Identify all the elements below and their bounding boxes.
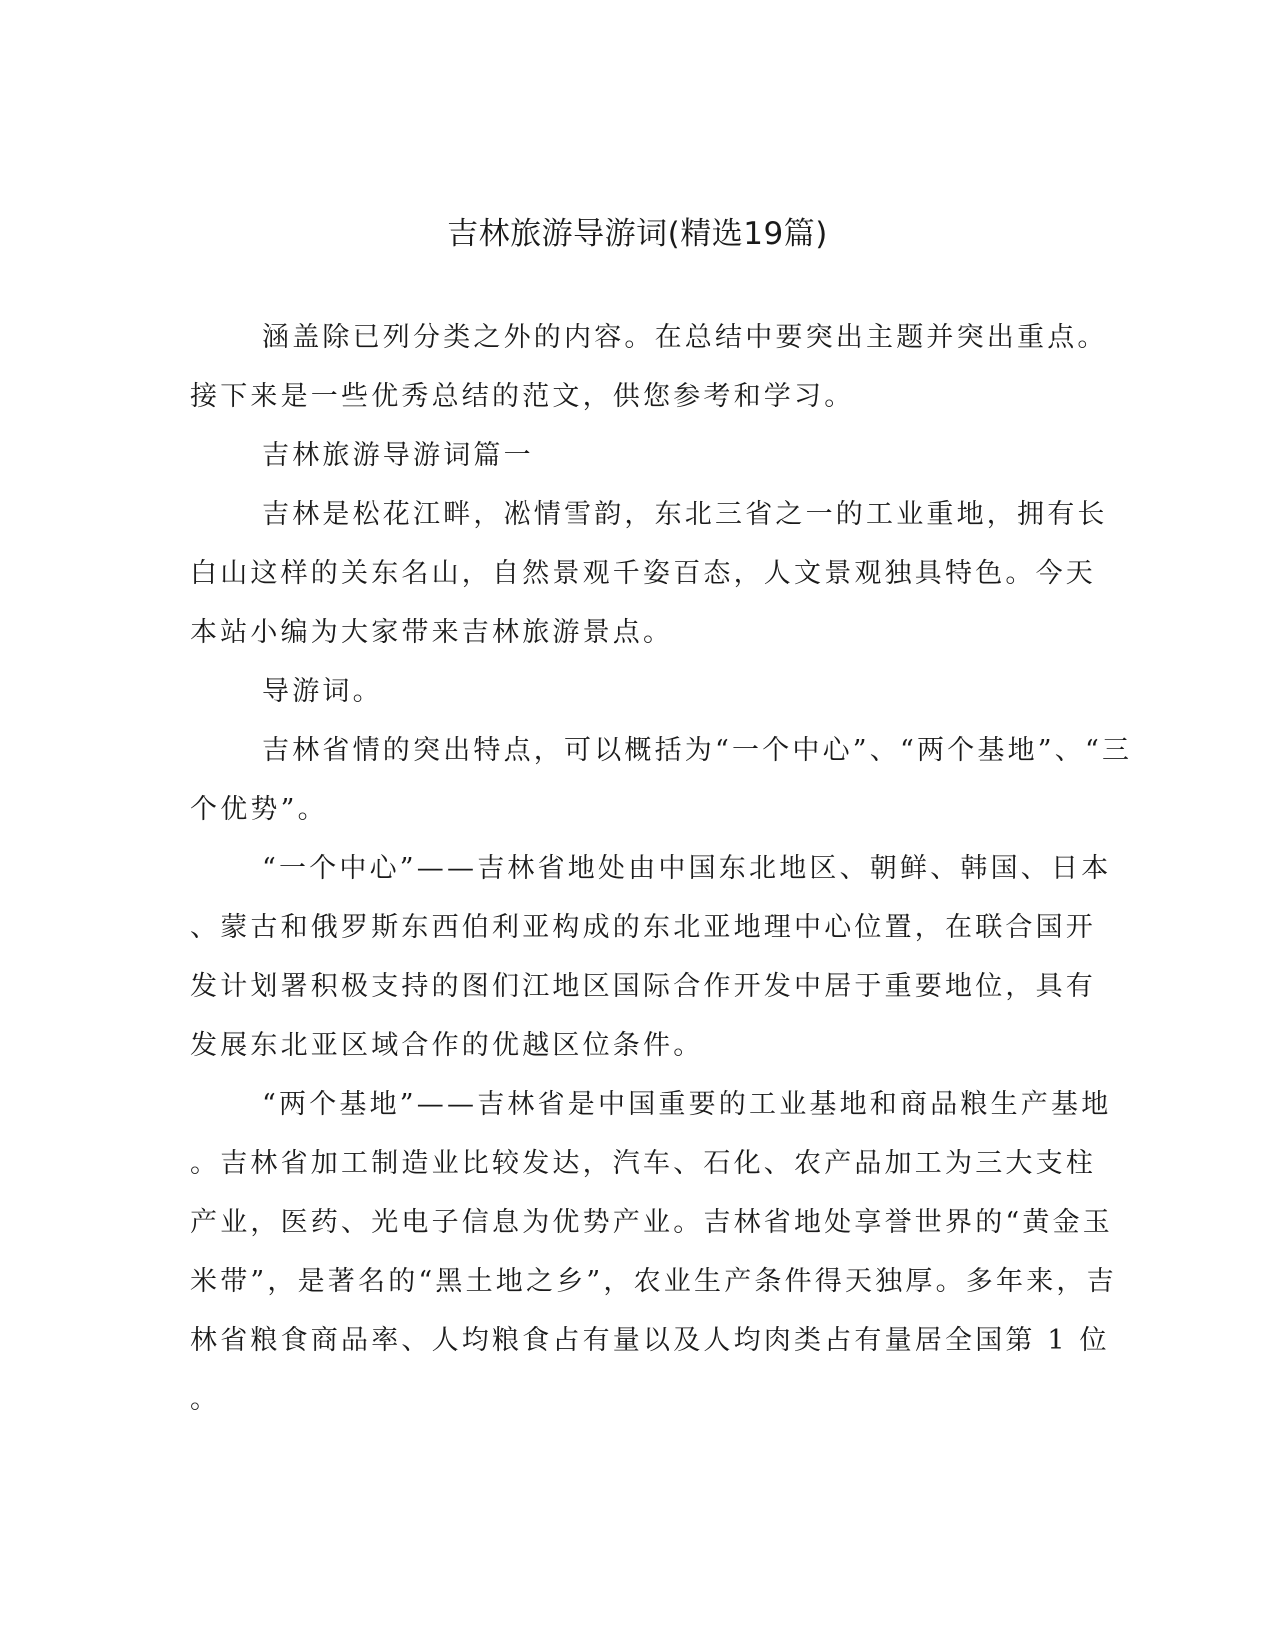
- body-line: 涵盖除已列分类之外的内容。在总结中要突出主题并突出重点。: [262, 322, 1108, 353]
- body-line: “两个基地”——吉林省是中国重要的工业基地和商品粮生产基地: [262, 1089, 1112, 1120]
- body-line: 吉林省情的突出特点，可以概括为“一个中心”、“两个基地”、“三: [262, 735, 1133, 766]
- body-line: 、蒙古和俄罗斯东西伯利亚构成的东北亚地理中心位置，在联合国开: [190, 912, 1096, 943]
- body-line: 发计划署积极支持的图们江地区国际合作开发中居于重要地位，具有: [190, 971, 1096, 1002]
- body-line: 米带”，是著名的“黑土地之乡”，农业生产条件得天独厚。多年来，吉: [190, 1266, 1117, 1297]
- body-line: 发展东北亚区域合作的优越区位条件。: [190, 1030, 704, 1061]
- body-line: “一个中心”——吉林省地处由中国东北地区、朝鲜、韩国、日本: [262, 853, 1112, 884]
- body-line: 吉林是松花江畔，凇情雪韵，东北三省之一的工业重地，拥有长: [262, 499, 1108, 530]
- body-line: 接下来是一些优秀总结的范文，供您参考和学习。: [190, 381, 855, 412]
- body-line: 个优势”。: [190, 794, 328, 825]
- body-line: 。: [190, 1384, 221, 1415]
- body-line: 本站小编为大家带来吉林旅游景点。: [190, 617, 674, 648]
- document-title: 吉林旅游导游词(精选19篇): [447, 216, 828, 252]
- body-line: 林省粮食商品率、人均粮食占有量以及人均肉类占有量居全国第 1 位: [190, 1325, 1110, 1356]
- body-line: 白山这样的关东名山，自然景观千姿百态，人文景观独具特色。今天: [190, 558, 1096, 589]
- body-line: 导游词。: [262, 676, 383, 707]
- body-line: 产业，医药、光电子信息为优势产业。吉林省地处享誉世界的“黄金玉: [190, 1207, 1114, 1238]
- body-line: 。吉林省加工制造业比较发达，汽车、石化、农产品加工为三大支柱: [190, 1148, 1096, 1179]
- section-heading: 吉林旅游导游词篇一: [262, 440, 534, 471]
